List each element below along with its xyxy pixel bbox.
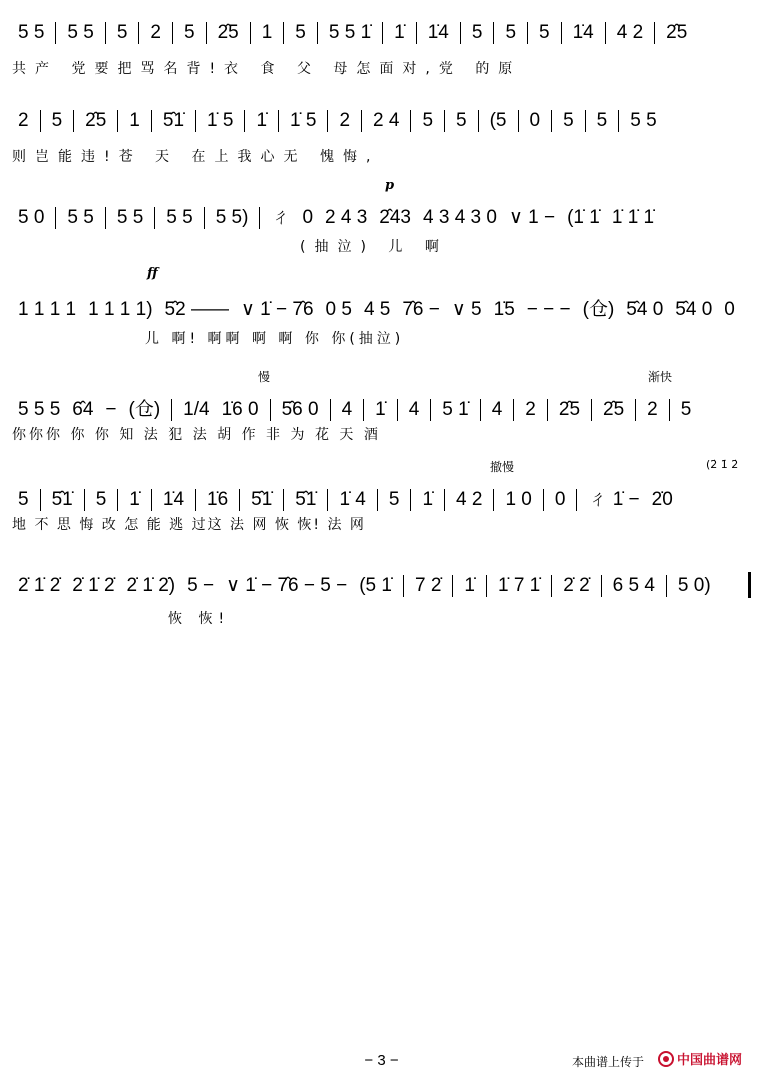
measure: 1̇ [464, 575, 475, 596]
measure: 1̇ 4 [339, 489, 366, 510]
measure: 5 5 5 [18, 399, 61, 420]
barline [527, 22, 528, 44]
measure: 1̇ [256, 110, 268, 131]
measure: 4 [408, 399, 420, 420]
barline [361, 110, 362, 132]
barline [327, 110, 328, 132]
measure: 5̂6 0 [281, 399, 319, 420]
measure: − [105, 399, 117, 420]
measure: 5 0) [677, 575, 711, 596]
barline [278, 110, 279, 132]
barline [397, 399, 398, 421]
measure: 0 [302, 207, 314, 228]
measure: 1̇ [375, 399, 386, 420]
barline [444, 110, 445, 132]
measure: 2̂5 [217, 22, 239, 43]
dynamic-p: p [385, 178, 395, 193]
measure: 2̂5 [558, 399, 581, 420]
notation-row-2 [12, 110, 753, 132]
measure: 5 [563, 110, 574, 131]
measure: ㄔ [271, 207, 291, 228]
lyrics-row-1: 共产 党要把骂名背!衣 食 父 母怎面对,党 的原 [12, 61, 522, 77]
barline [206, 22, 207, 44]
barline [330, 399, 331, 421]
measure: 5 [184, 22, 195, 43]
lyrics-row-6: 地 不 思 悔 改 怎 能 逃 过这 法 网 恢 恢! 法 网 [12, 517, 366, 533]
measure: 1 [129, 110, 140, 131]
barline [410, 110, 411, 132]
barline [486, 575, 487, 597]
measure: 6 5 4 [612, 575, 655, 596]
tempo-accel: 渐快 [648, 370, 673, 384]
measure: 5 5 [67, 207, 94, 228]
barline [239, 489, 240, 511]
measure: 4 2 [456, 489, 483, 510]
barline [478, 110, 479, 132]
measure: 1 0 [505, 489, 532, 510]
barline [654, 22, 655, 44]
final-barline [748, 572, 751, 598]
barline [195, 110, 196, 132]
barline [493, 22, 494, 44]
measure: 0 [529, 110, 541, 131]
barline [513, 399, 514, 421]
measure: 5 [388, 489, 400, 510]
measure: 5 5 [67, 22, 94, 43]
measure: 5 [680, 399, 692, 420]
barline [283, 489, 284, 511]
barline [543, 489, 544, 511]
measure: 5 5 [116, 207, 144, 228]
barline [585, 110, 586, 132]
barline [605, 22, 606, 44]
notation-row-5 [12, 394, 753, 421]
barline [460, 22, 461, 44]
measure: 5 − [187, 575, 215, 596]
measure: 1̇4 [162, 489, 185, 510]
measure: 1̇ 5 [207, 110, 234, 131]
measure: 7 2̇ [414, 575, 442, 596]
barline [403, 575, 404, 597]
measure: 4 [341, 399, 353, 420]
measure: 5̂2 —— [164, 299, 229, 320]
barline [551, 575, 552, 597]
measure: 2̇ 2̇ [563, 575, 590, 596]
measure: 5̂1̇ [162, 110, 185, 131]
measure: 5 [18, 489, 29, 510]
measure: 1̇4 [572, 22, 594, 43]
measure: (仓) [128, 399, 161, 420]
barline [452, 575, 453, 597]
barline [138, 22, 139, 44]
measure: − − − [526, 299, 571, 320]
barline [410, 489, 411, 511]
barline [55, 22, 56, 44]
measure: 1̇ 1̇ 1̇ [611, 207, 655, 228]
measure: 1̇ 7 1̇ [497, 575, 541, 596]
measure: ㄔ 1̇ − [588, 489, 640, 510]
measure: 2 [339, 110, 351, 131]
measure: 1̇ [129, 489, 140, 510]
time-signature: 1/4 [183, 399, 210, 420]
barline [73, 110, 74, 132]
measure: 5 [539, 22, 550, 43]
barline [377, 489, 378, 511]
measure: 1̇4 [427, 22, 449, 43]
barline [576, 489, 577, 511]
measure: 5 [471, 22, 483, 43]
lyrics-row-4: 儿 啊! 啊啊 啊 啊 你 你(抽泣) [145, 331, 405, 347]
page-number: − 3 − [364, 1052, 399, 1069]
measure: 5̂4 0 [675, 299, 713, 320]
barline [117, 110, 118, 132]
measure: 2 [150, 22, 161, 43]
measure: 1 1 1 1 [18, 299, 77, 320]
barline [250, 22, 251, 44]
barline [444, 489, 445, 511]
measure: 4 2 [616, 22, 644, 43]
measure: 1 [261, 22, 273, 43]
dynamic-ff: ff [147, 266, 158, 281]
measure: 2̂43 [379, 207, 411, 228]
barline [493, 489, 494, 511]
measure: 5̂1̇ [251, 489, 273, 510]
site-logo [657, 1050, 749, 1068]
measure: 5 5 [166, 207, 193, 228]
measure: 0 [554, 489, 566, 510]
measure: 5 1̇ [442, 399, 469, 420]
barline [259, 207, 260, 229]
barline [591, 399, 592, 421]
lyrics-row-7: 恢 恢! [168, 611, 231, 627]
measure: 2 [525, 399, 536, 420]
barline [172, 22, 173, 44]
barline [327, 489, 328, 511]
measure: 5 [116, 22, 128, 43]
barline [244, 110, 245, 132]
barline [171, 399, 172, 421]
barline [84, 489, 85, 511]
measure: 5 [95, 489, 107, 510]
measure: (5 1̇ [359, 575, 392, 596]
barline [518, 110, 519, 132]
barline [283, 22, 284, 44]
barline [635, 399, 636, 421]
measure: ∨ 1̇ − 7̂6 − 5 − [226, 575, 348, 596]
measure: 5 5 1̇ [328, 22, 372, 43]
barline [195, 489, 196, 511]
barline [55, 207, 56, 229]
notation-row-3 [12, 202, 753, 229]
barline [151, 110, 152, 132]
measure: 2 4 [373, 110, 400, 131]
upload-credit: 本曲谱上传于 [572, 1055, 645, 1069]
tempo-slow: 慢 [258, 370, 271, 384]
grace-notes: (2̇ 1̇ 2̇ [706, 458, 739, 471]
measure: 5 [505, 22, 517, 43]
measure: 5 [422, 110, 434, 131]
measure: 2 [647, 399, 658, 420]
barline [601, 575, 602, 597]
measure: 2̇0 [651, 489, 673, 510]
measure: 5 [596, 110, 608, 131]
measure: 2̇ 1̇ 2̇) [126, 575, 176, 596]
measure: 1̇6 [207, 489, 229, 510]
measure: 4 3 4 3 0 [423, 207, 497, 228]
barline [317, 22, 318, 44]
measure: 5 5 [630, 110, 657, 131]
measure: 1̇ [422, 489, 434, 510]
barline [382, 22, 383, 44]
barline [547, 399, 548, 421]
measure: 1̇5 [493, 299, 515, 320]
barline [666, 575, 667, 597]
measure: 5̂1̇ [295, 489, 317, 510]
measure: 2̂5 [85, 110, 107, 131]
tempo-ritard: 撤慢 [490, 460, 515, 474]
measure: 6̂4 [72, 399, 94, 420]
barline [480, 399, 481, 421]
measure: (5 [489, 110, 507, 131]
measure: (1̇ 1̇ [567, 207, 600, 228]
measure: 5̂4 0 [626, 299, 664, 320]
measure: 2̂5 [666, 22, 688, 43]
measure: 1 1 1 1) [88, 299, 153, 320]
barline [270, 399, 271, 421]
measure: 1̇ [394, 22, 405, 43]
measure: 0 [724, 299, 735, 320]
barline [416, 22, 417, 44]
measure: 5 [295, 22, 306, 43]
barline [551, 110, 552, 132]
measure: 7̂6 − [402, 299, 440, 320]
measure: 5 [456, 110, 467, 131]
measure: 2 4 3 [325, 207, 368, 228]
barline [618, 110, 619, 132]
barline [151, 489, 152, 511]
barline [105, 22, 106, 44]
measure: 1̇ 5 [290, 110, 317, 131]
barline [105, 207, 106, 229]
measure: ∨ 1̇ − 7̂6 [240, 299, 314, 320]
measure: (仓) [582, 299, 615, 320]
barline [40, 110, 41, 132]
measure: 0 5 [325, 299, 352, 320]
barline [40, 489, 41, 511]
notation-row-1 [12, 22, 753, 44]
barline [154, 207, 155, 229]
measure: ∨ 5 [451, 299, 482, 320]
barline [204, 207, 205, 229]
barline [363, 399, 364, 421]
measure: 5̂1̇ [51, 489, 73, 510]
measure: 5 5 [18, 22, 45, 43]
measure: 5 5) [215, 207, 249, 228]
measure: 2 [18, 110, 29, 131]
notation-row-4 [12, 294, 753, 321]
measure: 2̂5 [603, 399, 625, 420]
lyrics-row-5: 你你你 你 你 知 法 犯 法 胡 作 非 为 花 天 酒 [12, 427, 381, 443]
lyrics-row-2: 则岂能违!苍 天 在上我心无 愧悔, [12, 149, 380, 165]
measure: 4 5 [363, 299, 391, 320]
measure: 2̇ 1̇ 2̇ [18, 575, 61, 596]
barline [430, 399, 431, 421]
measure: 5 [51, 110, 63, 131]
barline [117, 489, 118, 511]
measure: 4 [491, 399, 503, 420]
measure: ∨ 1 − [508, 207, 556, 228]
lyrics-row-3: (抽泣) 儿 啊 [300, 239, 448, 255]
notation-row-6 [12, 484, 753, 511]
barline [561, 22, 562, 44]
measure: 5 0 [18, 207, 45, 228]
barline [669, 399, 670, 421]
measure: 2̇ 1̇ 2̇ [72, 575, 115, 596]
site-logo-text: 中国曲谱网 [677, 1053, 743, 1068]
notation-row-7 [12, 574, 753, 597]
measure: 1̇6 0 [221, 399, 259, 420]
